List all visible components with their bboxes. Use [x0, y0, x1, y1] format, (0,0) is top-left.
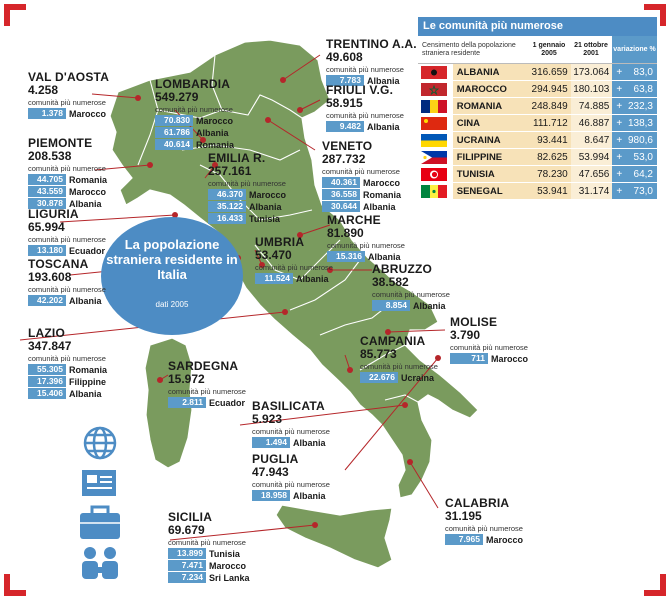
community-count: 70.830	[155, 115, 193, 126]
community-count: 44.705	[28, 174, 66, 185]
community-country: Albania	[296, 273, 329, 284]
region-total: 53.470	[255, 248, 292, 262]
community-count: 13.899	[168, 548, 206, 559]
country-name: MAROCCO	[453, 81, 529, 97]
region-label	[168, 511, 250, 583]
region-label	[28, 71, 109, 119]
region-name: LOMBARDIA	[155, 77, 231, 91]
romania-flag	[421, 100, 447, 113]
value-2005: 82.625	[529, 149, 571, 165]
region-name: CAMPANIA	[360, 334, 426, 348]
region-name: VENETO	[322, 139, 373, 153]
communities-caption: comunità più numerose	[252, 427, 330, 436]
region-total: 287.732	[322, 152, 366, 166]
header-description: Censimento della popolazione straniera residente	[422, 41, 516, 57]
community-count: 9.482	[326, 121, 364, 132]
community-country: Tunisia	[249, 213, 280, 224]
region-name: LAZIO	[28, 326, 65, 340]
community-row	[28, 174, 107, 185]
community-count: 7.783	[326, 75, 364, 86]
community-count: 17.396	[28, 376, 66, 387]
variation-cell	[612, 166, 657, 182]
country-name: SENEGAL	[453, 183, 529, 199]
community-row	[252, 490, 330, 501]
communities-caption: comunità più numerose	[322, 167, 400, 176]
community-count: 61.786	[155, 127, 193, 138]
region-total: 208.538	[28, 149, 72, 163]
region-total: 38.582	[372, 275, 409, 289]
community-country: Romania	[69, 174, 108, 185]
communities-caption: comunità più numerose	[255, 263, 333, 272]
community-row	[155, 127, 234, 138]
communities-caption: comunità più numerose	[360, 362, 438, 371]
table-row	[418, 166, 657, 183]
region-total: 549.279	[155, 90, 199, 104]
country-name: UCRAINA	[453, 132, 529, 148]
community-country: Ecuador	[209, 397, 246, 408]
communities-caption: comunità più numerose	[327, 241, 405, 250]
community-row	[208, 213, 286, 224]
communities-caption: comunità più numerose	[326, 65, 404, 74]
country-name: TUNISIA	[453, 166, 529, 182]
community-count: 8.854	[372, 300, 410, 311]
tunisia-flag	[421, 168, 447, 181]
community-count: 55.305	[28, 364, 66, 375]
communities-table	[418, 17, 657, 200]
community-row	[28, 108, 109, 119]
region-label	[28, 137, 107, 209]
value-2001: 47.656	[571, 166, 613, 182]
region-total: 31.195	[445, 509, 482, 523]
community-country: Marocco	[69, 108, 107, 119]
table-row	[418, 98, 657, 115]
community-country: Tunisia	[209, 548, 240, 559]
variation-value: 232,3	[627, 100, 653, 112]
community-row	[322, 177, 401, 188]
community-row	[28, 245, 106, 256]
community-country: Marocco	[486, 534, 524, 545]
icon-column	[72, 425, 132, 590]
sicily-shape	[276, 505, 392, 568]
region-label	[168, 360, 246, 408]
region-label	[327, 214, 405, 262]
header-2005: 1 gennaio 2005	[532, 41, 566, 57]
community-count: 1.494	[252, 437, 290, 448]
community-row	[28, 186, 107, 197]
community-count: 15.316	[327, 251, 365, 262]
community-count: 16.433	[208, 213, 246, 224]
region-label	[155, 78, 234, 150]
variation-value: 980,6	[627, 134, 653, 146]
community-row	[168, 560, 250, 571]
region-total: 85.773	[360, 347, 397, 361]
country-name: CINA	[453, 115, 529, 131]
community-row	[168, 548, 250, 559]
community-country: Marocco	[69, 186, 107, 197]
community-country: Albania	[196, 127, 229, 138]
community-country: Romania	[69, 364, 108, 375]
communities-caption: comunità più numerose	[28, 354, 106, 363]
date-note: dati 2005	[155, 300, 189, 309]
communities-caption: comunità più numerose	[208, 179, 286, 188]
region-total: 49.608	[326, 50, 363, 64]
region-label	[208, 152, 286, 224]
community-row	[372, 300, 450, 311]
region-total: 81.890	[327, 226, 364, 240]
table-row	[418, 149, 657, 166]
community-country: Romania	[196, 139, 235, 150]
communities-caption: comunità più numerose	[168, 387, 246, 396]
community-row	[326, 121, 404, 132]
communities-caption: comunità più numerose	[445, 524, 523, 533]
community-row	[28, 364, 107, 375]
community-count: 13.180	[28, 245, 66, 256]
variation-sign: +	[616, 134, 623, 146]
region-total: 193.608	[28, 270, 72, 284]
map-title: La popolazione straniera residente in Italia	[106, 237, 238, 282]
community-country: Albania	[367, 75, 400, 86]
philippines-flag	[421, 151, 447, 164]
community-row	[168, 397, 246, 408]
value-2005: 248.849	[529, 98, 571, 114]
value-2005: 78.230	[529, 166, 571, 182]
region-name: MARCHE	[327, 213, 381, 227]
communities-caption: comunità più numerose	[450, 343, 528, 352]
region-name: SICILIA	[168, 510, 213, 524]
title-bubble	[101, 217, 243, 335]
community-country: Albania	[413, 300, 446, 311]
variation-value: 53,0	[633, 151, 653, 163]
value-2001: 74.885	[571, 98, 613, 114]
value-2001: 173.064	[571, 64, 613, 80]
value-2001: 8.647	[571, 132, 613, 148]
region-name: BASILICATA	[252, 399, 325, 413]
community-country: Marocco	[363, 177, 401, 188]
variation-cell	[612, 149, 657, 165]
community-count: 30.644	[322, 201, 360, 212]
variation-cell	[612, 183, 657, 199]
community-row	[168, 572, 250, 583]
communities-caption: comunità più numerose	[28, 164, 106, 173]
community-country: Sri Lanka	[209, 572, 250, 583]
community-row	[28, 295, 106, 306]
community-country: Albania	[368, 251, 401, 262]
community-count: 15.406	[28, 388, 66, 399]
community-country: Ecuador	[69, 245, 106, 256]
community-country: Filippine	[69, 376, 106, 387]
community-country: Marocco	[196, 115, 234, 126]
communities-caption: comunità più numerose	[155, 105, 233, 114]
region-label	[360, 335, 438, 383]
region-label	[326, 84, 404, 132]
value-2001: 53.994	[571, 149, 613, 165]
variation-value: 64,2	[633, 168, 653, 180]
community-count: 2.811	[168, 397, 206, 408]
variation-value: 63,8	[633, 83, 653, 95]
region-label	[255, 236, 333, 284]
variation-cell	[612, 81, 657, 97]
header-2001: 21 ottobre 2001	[574, 41, 608, 57]
senegal-flag	[421, 185, 447, 198]
document-icon	[82, 470, 116, 496]
community-count: 11.524	[255, 273, 293, 284]
region-total: 257.161	[208, 164, 252, 178]
region-label	[450, 316, 528, 364]
community-row	[450, 353, 528, 364]
region-name: TOSCANA	[28, 257, 89, 271]
community-row	[252, 437, 330, 448]
globe-icon	[85, 428, 115, 458]
community-country: Romania	[363, 189, 402, 200]
region-label	[28, 258, 106, 306]
family-icon	[82, 547, 118, 579]
table-row	[418, 64, 657, 81]
region-label	[252, 400, 330, 448]
community-count: 30.878	[28, 198, 66, 209]
community-country: Ucraina	[401, 372, 435, 383]
region-label	[445, 497, 523, 545]
value-2001: 31.174	[571, 183, 613, 199]
table-row	[418, 183, 657, 200]
region-total: 69.679	[168, 523, 205, 537]
communities-caption: comunità più numerose	[372, 290, 450, 299]
region-name: PUGLIA	[252, 452, 299, 466]
region-total: 4.258	[28, 83, 59, 97]
community-count: 7.471	[168, 560, 206, 571]
region-label	[252, 453, 330, 501]
community-country: Albania	[69, 198, 102, 209]
value-2001: 180.103	[571, 81, 613, 97]
variation-sign: +	[616, 66, 623, 78]
region-name: FRIULI V.G.	[326, 83, 394, 97]
community-count: 35.122	[208, 201, 246, 212]
variation-cell	[612, 64, 657, 80]
variation-sign: +	[616, 117, 623, 129]
variation-value: 83,0	[633, 66, 653, 78]
region-name: LIGURIA	[28, 207, 79, 221]
variation-cell	[612, 115, 657, 131]
community-count: 43.559	[28, 186, 66, 197]
china-flag	[421, 117, 447, 130]
community-country: Albania	[367, 121, 400, 132]
community-country: Albania	[293, 490, 326, 501]
country-name: FILIPPINE	[453, 149, 529, 165]
region-name: CALABRIA	[445, 496, 510, 510]
community-country: Albania	[69, 388, 102, 399]
value-2005: 53.941	[529, 183, 571, 199]
community-country: Marocco	[209, 560, 247, 571]
community-country: Albania	[293, 437, 326, 448]
variation-sign: +	[616, 83, 623, 95]
region-label	[372, 263, 450, 311]
community-count: 711	[450, 353, 488, 364]
community-row	[208, 201, 286, 212]
community-row	[327, 251, 405, 262]
community-row	[255, 273, 333, 284]
region-label	[326, 38, 417, 86]
value-2005: 316.659	[529, 64, 571, 80]
community-count: 46.370	[208, 189, 246, 200]
header-variation: variazione %	[612, 36, 657, 63]
value-2005: 294.945	[529, 81, 571, 97]
community-row	[322, 201, 401, 212]
community-count: 22.676	[360, 372, 398, 383]
table-body	[418, 64, 657, 200]
table-title: Le comunità più numerose	[418, 17, 657, 36]
community-row	[155, 115, 234, 126]
community-count: 18.958	[252, 490, 290, 501]
community-row	[445, 534, 523, 545]
region-label	[28, 327, 107, 399]
albania-flag	[421, 66, 447, 79]
community-row	[28, 376, 107, 387]
region-label	[322, 140, 401, 212]
community-count: 36.558	[322, 189, 360, 200]
table-header	[418, 36, 657, 64]
variation-value: 73,0	[633, 185, 653, 197]
region-name: MOLISE	[450, 315, 498, 329]
ukraine-flag	[421, 134, 447, 147]
community-count: 40.361	[322, 177, 360, 188]
community-row	[322, 189, 401, 200]
variation-sign: +	[616, 100, 623, 112]
community-count: 7.234	[168, 572, 206, 583]
variation-cell	[612, 98, 657, 114]
country-name: ROMANIA	[453, 98, 529, 114]
variation-sign: +	[616, 151, 623, 163]
communities-caption: comunità più numerose	[28, 235, 106, 244]
communities-caption: comunità più numerose	[28, 98, 106, 107]
region-name: VAL D'AOSTA	[28, 70, 110, 84]
communities-caption: comunità più numerose	[168, 538, 246, 547]
value-2005: 93.441	[529, 132, 571, 148]
variation-value: 138,3	[627, 117, 653, 129]
region-total: 15.972	[168, 372, 205, 386]
communities-caption: comunità più numerose	[28, 285, 106, 294]
table-row	[418, 132, 657, 149]
table-row	[418, 81, 657, 98]
value-2001: 46.887	[571, 115, 613, 131]
community-count: 42.202	[28, 295, 66, 306]
variation-sign: +	[616, 168, 623, 180]
community-country: Marocco	[491, 353, 529, 364]
variation-cell	[612, 132, 657, 148]
region-name: EMILIA R.	[208, 151, 266, 165]
briefcase-icon	[80, 507, 120, 539]
region-label	[28, 208, 106, 256]
community-country: Albania	[249, 201, 282, 212]
communities-caption: comunità più numerose	[252, 480, 330, 489]
community-row	[28, 388, 107, 399]
region-name: PIEMONTE	[28, 136, 93, 150]
community-count: 7.965	[445, 534, 483, 545]
region-name: TRENTINO A.A.	[326, 37, 417, 51]
country-name: ALBANIA	[453, 64, 529, 80]
community-row	[208, 189, 286, 200]
morocco-flag	[421, 83, 447, 96]
region-name: ABRUZZO	[372, 262, 433, 276]
region-total: 5.923	[252, 412, 283, 426]
region-name: SARDEGNA	[168, 359, 239, 373]
community-country: Marocco	[249, 189, 287, 200]
table-row	[418, 115, 657, 132]
community-country: Albania	[69, 295, 102, 306]
region-total: 65.994	[28, 220, 65, 234]
value-2005: 111.712	[529, 115, 571, 131]
region-total: 3.790	[450, 328, 481, 342]
region-total: 58.915	[326, 96, 363, 110]
community-country: Albania	[363, 201, 396, 212]
community-count: 40.614	[155, 139, 193, 150]
region-total: 347.847	[28, 339, 72, 353]
communities-caption: comunità più numerose	[326, 111, 404, 120]
variation-sign: +	[616, 185, 623, 197]
community-row	[155, 139, 234, 150]
community-count: 1.378	[28, 108, 66, 119]
region-name: UMBRIA	[255, 235, 305, 249]
community-row	[360, 372, 438, 383]
region-total: 47.943	[252, 465, 289, 479]
